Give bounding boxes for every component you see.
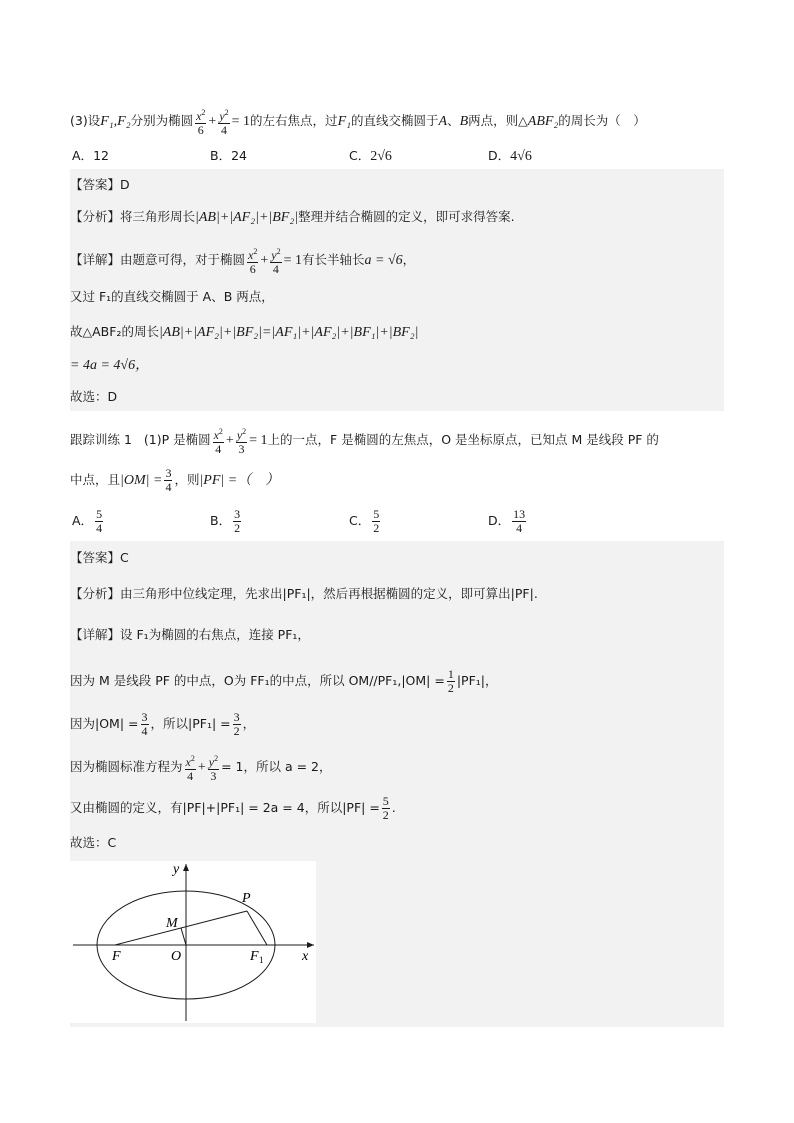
follow-stem: 跟踪训练 1 (1)P 是椭圆 $\frac{x^2}{4}$ + $\frac{y^2}{3}$ = 1上的一点，F 是椭圆的左焦点，O 是坐标原点，已知点 M 是线段 PF 的 bbox=[70, 427, 659, 456]
follow-option-d: D． $\frac{13}{4}$ bbox=[488, 507, 526, 535]
ellipse-figure bbox=[70, 861, 316, 1023]
q3-detail-line4: = 4a = 4√6， bbox=[70, 358, 150, 373]
label-f1-subscript: 1 bbox=[259, 955, 264, 965]
label-x: x bbox=[302, 949, 309, 964]
follow-detail-line2: 因为|OM| = $\frac{3}{4}$ ，所以|PF₁| = $\frac{3}{2}$ ， bbox=[70, 710, 256, 738]
q3-stem: (3)设F₁,F₂分别为椭圆 $\frac{x^2}{6}$ + $\frac{y^2}{4}$ = 1的左右焦点，过F₁的直线交椭圆于A、B两点，则△ABF₂的周长为（ ） bbox=[70, 108, 646, 137]
label-p: P bbox=[242, 891, 251, 906]
y-axis-arrow bbox=[183, 864, 189, 871]
q3-answer: 【答案】D bbox=[70, 177, 130, 192]
follow-option-a: A． $\frac{5}{4}$ bbox=[72, 507, 103, 535]
q3-detail-line3: 故△ABF₂的周长|AB|+|AF₂|+|BF₂|=|AF₁|+|AF₂|+|BF₁|+|BF₂| bbox=[70, 324, 419, 340]
q3-option-d: D．4√6 bbox=[488, 148, 532, 164]
follow-detail-line4: 又由椭圆的定义，有|PF|+|PF₁| = 2a = 4，所以|PF| = $\frac{5}{2}$ . bbox=[70, 794, 396, 822]
label-y: y bbox=[173, 862, 180, 877]
follow-option-c: C． $\frac{5}{2}$ bbox=[349, 507, 380, 535]
follow-detail-line1: 因为 M 是线段 PF 的中点，O为 FF₁的中点，所以 OM//PF₁,|OM| = $\frac{1}{2}$ |PF₁|， bbox=[70, 667, 498, 695]
ellipse-diagram bbox=[70, 861, 316, 1023]
label-o: O bbox=[171, 949, 182, 964]
follow-stem-line2: 中点，且|OM| = $\frac{3}{4}$ ，则|PF| =（ ） bbox=[70, 466, 280, 494]
q3-detail-line2: 又过 F₁的直线交椭圆于 A、B 两点， bbox=[70, 289, 274, 304]
q3-option-b: B．24 bbox=[210, 148, 247, 163]
q3-option-a: A．12 bbox=[72, 148, 109, 163]
q3-choose: 故选：D bbox=[70, 389, 118, 404]
follow-option-b: B． $\frac{3}{2}$ bbox=[210, 507, 241, 535]
q3-detail: 【详解】由题意可得，对于椭圆 $\frac{x^2}{6}$ + $\frac{y^2}{4}$ = 1有长半轴长a = √6， bbox=[70, 247, 416, 276]
follow-detail: 【详解】设 F₁为椭圆的右焦点，连接 PF₁， bbox=[70, 627, 310, 642]
follow-analysis: 【分析】由三角形中位线定理，先求出|PF₁|，然后再根据椭圆的定义，即可算出|PF|. bbox=[70, 586, 538, 601]
label-m: M bbox=[166, 916, 178, 931]
follow-choose: 故选：C bbox=[70, 835, 117, 850]
q3-analysis: 【分析】将三角形周长|AB|+|AF₂|+|BF₂|整理并结合椭圆的定义，即可求得答案. bbox=[70, 209, 515, 225]
label-f1: F bbox=[250, 949, 259, 964]
fraction-y2-4: $\frac{y^2}{4}$ bbox=[219, 108, 229, 137]
q3-option-c: C．2√6 bbox=[349, 148, 392, 164]
follow-detail-line3: 因为椭圆标准方程为 $\frac{x^2}{4}$ + $\frac{y^2}{3}$ = 1，所以 a = 2， bbox=[70, 754, 332, 783]
label-f: F bbox=[112, 949, 121, 964]
segment-om bbox=[181, 928, 186, 945]
fraction-x2-6: $\frac{x^2}{6}$ bbox=[196, 108, 206, 137]
segment-pf1 bbox=[247, 911, 267, 945]
follow-answer: 【答案】C bbox=[70, 550, 129, 565]
x-axis-arrow bbox=[307, 942, 314, 948]
